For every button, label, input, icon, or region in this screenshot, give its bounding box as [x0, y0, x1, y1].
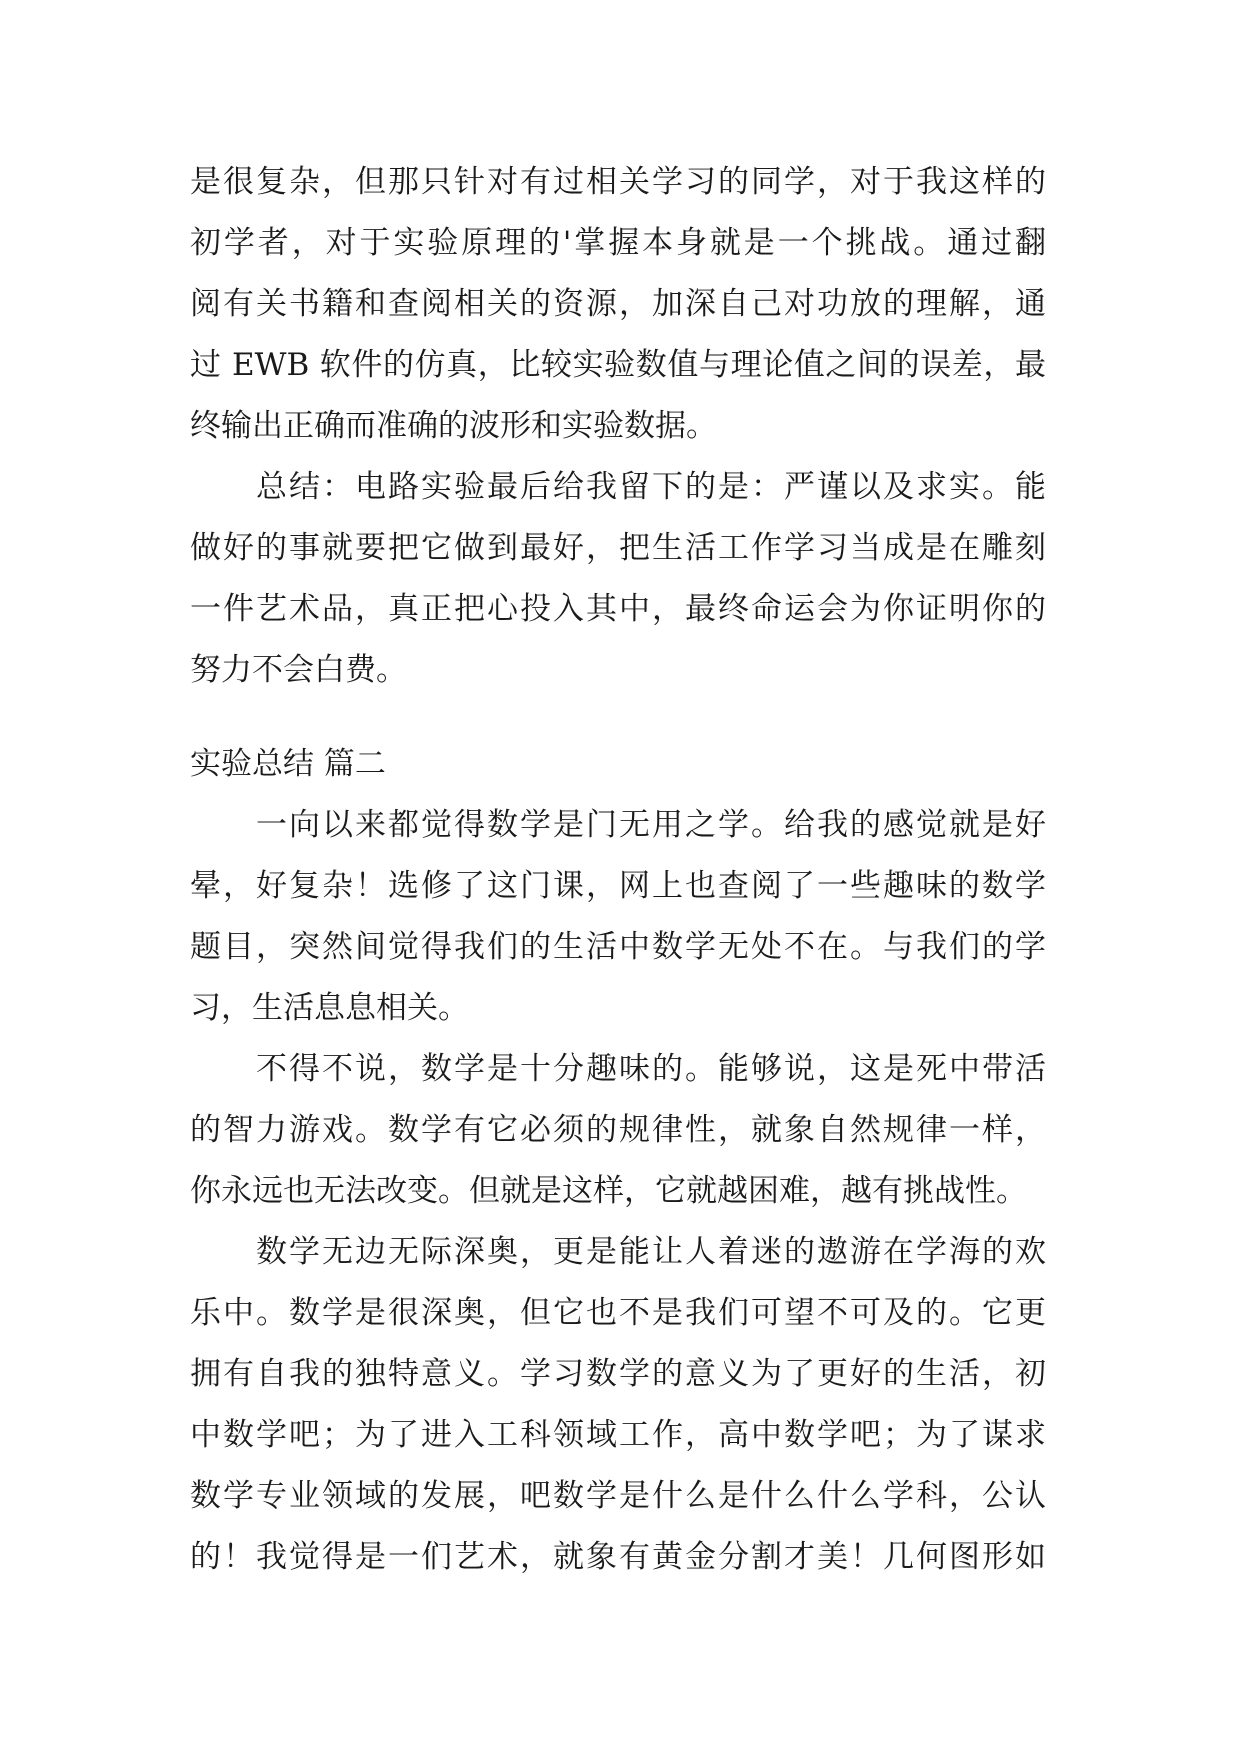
text-line: 是很复杂，但那只针对有过相关学习的同学，对于我这样的 — [190, 164, 1046, 200]
paragraph-3 — [190, 795, 1046, 1039]
paragraph-5 — [190, 1222, 1046, 1588]
text-line: 做好的事就要把它做到最好，把生活工作学习当成是在雕刻 — [190, 530, 1046, 566]
text-line: 中数学吧；为了进入工科领域工作，高中数学吧；为了谋求 — [190, 1417, 1046, 1453]
text-line: 初学者，对于实验原理的'掌握本身就是一个挑战。通过翻 — [190, 225, 1046, 261]
text-line: 你永远也无法改变。但就是这样，它就越困难，越有挑战性。 — [190, 1173, 1027, 1209]
text-line: 过 EWB 软件的仿真，比较实验数值与理论值之间的误差，最 — [190, 347, 1046, 383]
text-line: 习，生活息息相关。 — [190, 990, 469, 1026]
paragraph-1 — [190, 152, 1046, 457]
section-heading — [190, 734, 1046, 795]
text-line: 总结：电路实验最后给我留下的是：严谨以及求实。能 — [190, 469, 1046, 505]
text-line: 的！我觉得是一们艺术，就象有黄金分割才美！几何图形如 — [190, 1539, 1046, 1575]
text-line: 一向以来都觉得数学是门无用之学。给我的感觉就是好 — [190, 807, 1046, 843]
text-line: 晕，好复杂！选修了这门课，网上也查阅了一些趣味的数学 — [190, 868, 1046, 904]
text-line: 终输出正确而准确的波形和实验数据。 — [190, 408, 717, 444]
text-line: 努力不会白费。 — [190, 652, 407, 688]
text-line: 乐中。数学是很深奥，但它也不是我们可望不可及的。它更 — [190, 1295, 1046, 1331]
paragraph-2 — [190, 457, 1046, 701]
text-line: 拥有自我的独特意义。学习数学的意义为了更好的生活，初 — [190, 1356, 1046, 1392]
text-line: 一件艺术品，真正把心投入其中，最终命运会为你证明你的 — [190, 591, 1046, 627]
text-line: 题目，突然间觉得我们的生活中数学无处不在。与我们的学 — [190, 929, 1046, 965]
text-line: 不得不说，数学是十分趣味的。能够说，这是死中带活 — [190, 1051, 1046, 1087]
text-line: 阅有关书籍和查阅相关的资源，加深自己对功放的理解，通 — [190, 286, 1046, 322]
paragraph-4 — [190, 1039, 1046, 1222]
text-line: 数学无边无际深奥，更是能让人着迷的遨游在学海的欢 — [190, 1234, 1046, 1270]
text-line: 数学专业领域的发展，吧数学是什么是什么什么学科，公认 — [190, 1478, 1046, 1514]
text-line: 的智力游戏。数学有它必须的规律性，就象自然规律一样， — [190, 1112, 1046, 1148]
heading-text: 实验总结 篇二 — [190, 746, 386, 782]
